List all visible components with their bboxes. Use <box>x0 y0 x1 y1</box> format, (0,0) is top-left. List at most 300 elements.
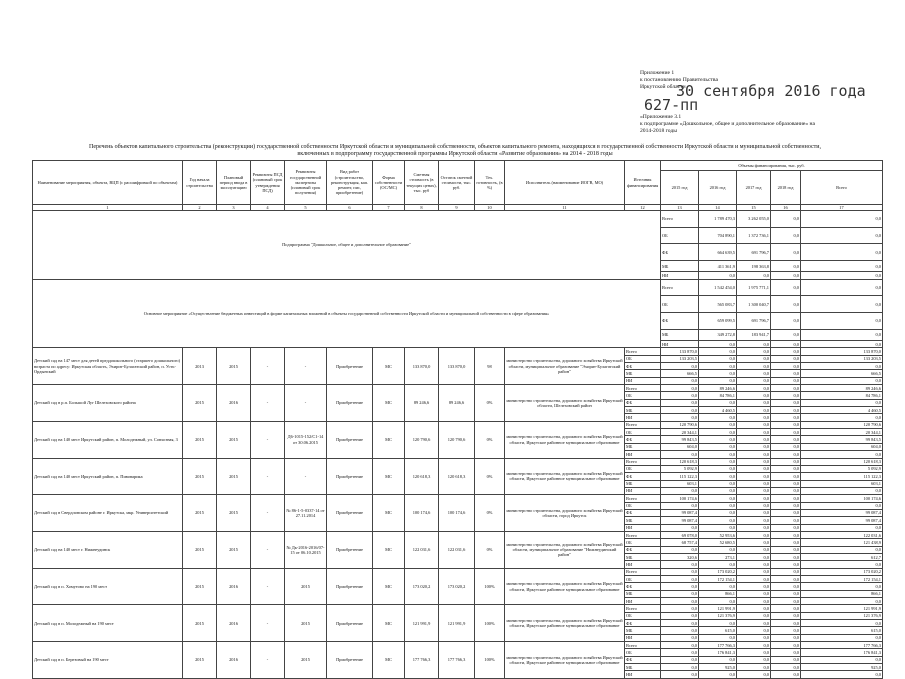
year-value-cell: 0,0 <box>737 392 771 399</box>
year-value-cell: 0,0 <box>771 227 801 244</box>
total-value-cell: 99 087,4 <box>801 517 883 524</box>
year-value-cell: 115 122,3 <box>661 473 699 480</box>
year-value-cell: 0,0 <box>661 487 699 494</box>
year-value-cell: 0,0 <box>699 495 737 502</box>
work-type-cell: Приобретение <box>327 568 373 605</box>
funding-source-cell: НИ <box>625 414 661 421</box>
funding-source-cell: Всего <box>625 568 661 575</box>
readiness-cell: 0% <box>475 458 505 495</box>
year-value-cell: 0,0 <box>737 671 771 678</box>
year-value-cell: 0,0 <box>737 451 771 458</box>
year-value-cell: 0,0 <box>771 392 801 399</box>
funding-source-cell: Всего <box>625 348 661 355</box>
start-year-cell: 2015 <box>183 568 217 605</box>
col-exec-header: Исполнитель (наименование ИОГВ, МО) <box>505 161 625 205</box>
year-value-cell: 0,0 <box>737 443 771 450</box>
start-year-cell: 2015 <box>183 531 217 568</box>
year-value-cell: 603,1 <box>661 480 699 487</box>
region-label: Иркутской области <box>640 84 686 90</box>
subprogram-label: к подпрограмме «Дошкольное, общее и дополнительное образование» на <box>640 121 816 127</box>
work-type-cell: Приобретение <box>327 642 373 679</box>
remaining-cost-cell: 173 020,2 <box>439 568 475 605</box>
year-value-cell: 704 890,1 <box>699 227 737 244</box>
year-value-cell: 1 542 454,0 <box>699 279 737 296</box>
readiness-cell: 0% <box>475 495 505 532</box>
year-value-cell: 604,0 <box>661 443 699 450</box>
year-value-cell: 0,0 <box>771 261 801 272</box>
psd-cell: - <box>251 421 285 458</box>
year-value-cell: 0,0 <box>737 377 771 384</box>
year-value-cell: 0,0 <box>771 385 801 392</box>
readiness-cell: 0% <box>475 421 505 458</box>
year-value-cell: 99 087,4 <box>661 509 699 516</box>
year-value-cell: 0,0 <box>737 649 771 656</box>
table-row <box>33 279 883 296</box>
year-value-cell: 0,0 <box>737 429 771 436</box>
col-rest-header: Остаток сметной стоимости, тыс. руб. <box>439 161 475 205</box>
funding-source-cell: НИ <box>625 487 661 494</box>
ownership-cell: МС <box>373 568 405 605</box>
executor-cell: министерство строительства, дорожного хозяйства Иркутской области, муниципальное образование "Эхирит-Булагатский район" <box>505 348 625 385</box>
table-row <box>33 211 883 228</box>
funding-source-cell: Всего <box>661 279 699 296</box>
year-value-cell: 0,0 <box>699 480 737 487</box>
year-value-cell: 0,0 <box>737 531 771 538</box>
year-value-cell: 0,0 <box>771 421 801 428</box>
year-value-cell: 0,0 <box>699 414 737 421</box>
col-exp-header: Реквизиты государственной экспертизы (плановый срок получения) <box>285 161 327 205</box>
total-value-cell: 0,0 <box>801 363 883 370</box>
year-value-cell: 0,0 <box>737 480 771 487</box>
year-value-cell: 0,0 <box>771 341 801 348</box>
year-value-cell: 0,0 <box>699 656 737 663</box>
object-name-cell: Детский сад в Свердловском районе г. Иркутска, мкр. Университетский <box>33 495 183 532</box>
year-value-cell: 320,6 <box>661 553 699 560</box>
year-value-cell: 99 843,5 <box>661 436 699 443</box>
funding-source-cell: ОБ <box>625 612 661 619</box>
year-value-cell: 0,0 <box>771 649 801 656</box>
funding-source-cell: МБ <box>625 664 661 671</box>
column-number-cell: 16 <box>771 205 801 211</box>
year-value-cell: 0,0 <box>771 313 801 330</box>
appendix-label: Приложение 1 <box>640 70 675 76</box>
estimate-cost-cell: 100 174,6 <box>405 495 439 532</box>
column-number-cell: 17 <box>801 205 883 211</box>
executor-cell: министерство строительства, дорожного хозяйства Иркутской области, Иркутское районное муниципальное образование <box>505 421 625 458</box>
year-value-cell: 0,0 <box>801 329 883 340</box>
decree-label: к постановлению Правительства <box>640 77 718 83</box>
year-value-cell: 0,0 <box>737 341 771 348</box>
executor-cell: министерство строительства, дорожного хозяйства Иркутской области, муниципальное образование "Нижнеудинский район" <box>505 531 625 568</box>
total-value-cell: 115 122,3 <box>801 473 883 480</box>
year-value-cell: 0,0 <box>737 272 771 279</box>
start-year-cell: 2015 <box>183 458 217 495</box>
work-type-cell: Приобретение <box>327 348 373 385</box>
col-start-header: Год начала строительства <box>183 161 217 205</box>
total-value-cell: 120 618,3 <box>801 458 883 465</box>
year-value-cell: 691 796,7 <box>737 313 771 330</box>
year-value-cell: 0,0 <box>737 355 771 362</box>
year-value-cell: 0,0 <box>737 502 771 509</box>
page-title <box>40 144 870 159</box>
estimate-cost-cell: 173 020,2 <box>405 568 439 605</box>
col-year1-header: 2015 год <box>661 171 699 205</box>
funding-source-cell: МБ <box>625 480 661 487</box>
funding-source-cell: ОБ <box>625 392 661 399</box>
year-value-cell: 659 099,5 <box>699 313 737 330</box>
col-total-header: Всего <box>801 171 883 205</box>
year-value-cell: 0,0 <box>737 634 771 641</box>
year-value-cell: 0,0 <box>661 649 699 656</box>
funding-source-cell: ФБ <box>625 546 661 553</box>
funding-source-cell: МБ <box>625 627 661 634</box>
funding-source-cell: Всего <box>625 385 661 392</box>
year-value-cell: 0,0 <box>801 211 883 228</box>
year-value-cell: 0,0 <box>737 385 771 392</box>
year-value-cell: 0,0 <box>771 531 801 538</box>
year-value-cell: 0,0 <box>661 620 699 627</box>
funding-source-cell: МБ <box>625 370 661 377</box>
estimate-cost-cell: 89 246,6 <box>405 385 439 422</box>
ownership-cell: МС <box>373 421 405 458</box>
year-value-cell: 0,0 <box>771 407 801 414</box>
year-value-cell: 0,0 <box>771 399 801 406</box>
total-value-cell: 604,0 <box>801 443 883 450</box>
year-value-cell: 0,0 <box>699 355 737 362</box>
col-source-header: Источник финансирования <box>625 161 661 205</box>
expertise-cell: 2015 <box>285 642 327 679</box>
year-value-cell: 0,0 <box>699 341 737 348</box>
total-value-cell: 172 154,1 <box>801 576 883 583</box>
ownership-cell: МС <box>373 642 405 679</box>
year-value-cell: 0,0 <box>771 370 801 377</box>
expertise-cell: Д6-1015-152/С1-14 от 30.06.2015 <box>285 421 327 458</box>
year-value-cell: 349 272,8 <box>699 329 737 340</box>
year-value-cell: 0,0 <box>771 642 801 649</box>
funding-source-cell: ФБ <box>625 473 661 480</box>
section-label-cell: Подпрограмма "Дошкольное, общее и дополнительное образование" <box>33 211 661 280</box>
column-number-cell: 8 <box>405 205 439 211</box>
funding-source-cell: НИ <box>625 671 661 678</box>
year-value-cell: 0,0 <box>737 539 771 546</box>
total-value-cell: 121 991,9 <box>801 605 883 612</box>
executor-cell: министерство строительства, дорожного хозяйства Иркутской области, Шелеховский район <box>505 385 625 422</box>
year-value-cell: 0,0 <box>661 568 699 575</box>
column-number-cell: 9 <box>439 205 475 211</box>
estimate-cost-cell: 121 991,9 <box>405 605 439 642</box>
objects-table <box>32 160 883 679</box>
year-value-cell: 0,0 <box>699 487 737 494</box>
expertise-cell: 2015 <box>285 605 327 642</box>
year-value-cell: 0,0 <box>771 443 801 450</box>
year-value-cell: 411 361,9 <box>699 261 737 272</box>
year-value-cell: 0,0 <box>699 421 737 428</box>
year-value-cell: 0,0 <box>737 370 771 377</box>
year-value-cell: 0,0 <box>737 399 771 406</box>
total-value-cell: 122 031,6 <box>801 531 883 538</box>
funding-source-cell: ФБ <box>625 620 661 627</box>
readiness-cell: 0% <box>475 531 505 568</box>
object-name-cell: Детский сад в р.п. Большой Луг Шелеховского района <box>33 385 183 422</box>
start-year-cell: 2015 <box>183 642 217 679</box>
year-value-cell: 0,0 <box>771 568 801 575</box>
year-value-cell: 0,0 <box>801 279 883 296</box>
remaining-cost-cell: 121 991,9 <box>439 605 475 642</box>
year-value-cell: 0,0 <box>661 634 699 641</box>
year-value-cell: 0,0 <box>771 279 801 296</box>
ownership-cell: МС <box>373 495 405 532</box>
year-value-cell: 0,0 <box>699 272 737 279</box>
total-value-cell: 133 870,0 <box>801 348 883 355</box>
year-value-cell: 0,0 <box>737 620 771 627</box>
ownership-cell: МС <box>373 458 405 495</box>
year-value-cell: 0,0 <box>699 458 737 465</box>
section-label-cell: Основное мероприятие «Осуществление бюджетных инвестиций в форме капитальных вложений в объекты государственной собственности Иркутской области и муниципальной собственности в сфере образования» <box>33 279 661 348</box>
year-value-cell: 0,0 <box>771 480 801 487</box>
year-value-cell: 0,0 <box>661 671 699 678</box>
year-value-cell: 0,0 <box>661 612 699 619</box>
funding-source-cell: ФБ <box>625 436 661 443</box>
total-value-cell: 0,0 <box>801 546 883 553</box>
funding-source-cell: ОБ <box>625 355 661 362</box>
table-row <box>33 421 883 428</box>
estimate-cost-cell: 120 618,3 <box>405 458 439 495</box>
start-year-cell: 2013 <box>183 348 217 385</box>
year-value-cell: 0,0 <box>801 341 883 348</box>
total-value-cell: 0,0 <box>801 377 883 384</box>
column-number-cell: 5 <box>285 205 327 211</box>
col-year4-header: 2018 год <box>771 171 801 205</box>
estimate-cost-cell: 120 790,6 <box>405 421 439 458</box>
work-type-cell: Приобретение <box>327 385 373 422</box>
table-row <box>33 531 883 538</box>
total-value-cell: 99 087,4 <box>801 509 883 516</box>
start-year-cell: 2015 <box>183 385 217 422</box>
remaining-cost-cell: 120 618,3 <box>439 458 475 495</box>
estimate-cost-cell: 122 031,6 <box>405 531 439 568</box>
year-value-cell: 0,0 <box>699 583 737 590</box>
year-value-cell: 0,0 <box>737 414 771 421</box>
year-value-cell: 0,0 <box>661 414 699 421</box>
year-value-cell: 99 087,4 <box>661 517 699 524</box>
year-value-cell: 0,0 <box>699 377 737 384</box>
end-year-cell: 2015 <box>217 458 251 495</box>
executor-cell: министерство строительства, дорожного хозяйства Иркутской области, Иркутское районное муниципальное образование <box>505 605 625 642</box>
year-value-cell: 565 083,7 <box>699 296 737 313</box>
ownership-cell: МС <box>373 348 405 385</box>
year-value-cell: 0,0 <box>771 583 801 590</box>
year-value-cell: 925,0 <box>699 664 737 671</box>
total-value-cell: 0,0 <box>801 634 883 641</box>
year-value-cell: 0,0 <box>771 272 801 279</box>
year-value-cell: 5 092,9 <box>661 465 699 472</box>
funding-source-cell: ОБ <box>625 429 661 436</box>
funding-source-cell: НИ <box>625 561 661 568</box>
year-value-cell: 177 766,3 <box>699 642 737 649</box>
year-value-cell: 100 174,6 <box>661 495 699 502</box>
work-type-cell: Приобретение <box>327 605 373 642</box>
year-value-cell: 0,0 <box>699 465 737 472</box>
object-name-cell: Детский сад в п. Березовый на 190 мест <box>33 642 183 679</box>
year-value-cell: 0,0 <box>801 227 883 244</box>
year-value-cell: 0,0 <box>771 436 801 443</box>
year-value-cell: 0,0 <box>771 244 801 261</box>
year-value-cell: 198 363,8 <box>737 261 771 272</box>
expertise-cell: - <box>285 385 327 422</box>
expertise-cell: № Дк-2016-2016/07-15 от 06.10.2015 <box>285 531 327 568</box>
year-value-cell: 0,0 <box>661 656 699 663</box>
funding-source-cell: Всего <box>625 605 661 612</box>
total-value-cell: 0,0 <box>801 561 883 568</box>
psd-cell: - <box>251 605 285 642</box>
column-number-cell: 11 <box>505 205 625 211</box>
year-value-cell: 0,0 <box>737 642 771 649</box>
column-number-cell: 4 <box>251 205 285 211</box>
funding-source-cell: МБ <box>625 590 661 597</box>
table-row <box>33 495 883 502</box>
year-value-cell: 133 203,5 <box>661 355 699 362</box>
year-value-cell: 0,0 <box>737 561 771 568</box>
end-year-cell: 2015 <box>217 421 251 458</box>
expertise-cell: - <box>285 348 327 385</box>
total-value-cell: 612,7 <box>801 553 883 560</box>
year-value-cell: 120 618,3 <box>661 458 699 465</box>
total-value-cell: 0,0 <box>801 414 883 421</box>
object-name-cell: Детский сад на 140 мест Иркутский район, п. Пивоварика <box>33 458 183 495</box>
title-line-1: Перечень объектов капитального строительства (реконструкции) государственной собственности Иркутской области и муниципальной собственности, объектов капитального ремонта, находящихся в государственной собственности Иркутской области и муниципальной собственности, <box>88 144 821 150</box>
year-value-cell: 0,0 <box>801 313 883 330</box>
year-value-cell: 0,0 <box>771 590 801 597</box>
funding-source-cell: Всего <box>625 458 661 465</box>
funding-source-cell: ФБ <box>625 399 661 406</box>
year-value-cell: 0,0 <box>699 473 737 480</box>
end-year-cell: 2016 <box>217 568 251 605</box>
funding-source-cell: ФБ <box>625 509 661 516</box>
psd-cell: - <box>251 642 285 679</box>
year-value-cell: 0,0 <box>737 517 771 524</box>
total-value-cell: 0,0 <box>801 656 883 663</box>
year-value-cell: 68 757,4 <box>661 539 699 546</box>
date-stamp: 30 сентября 2016 года <box>676 82 866 100</box>
year-value-cell: 0,0 <box>771 502 801 509</box>
total-value-cell: 0,0 <box>801 598 883 605</box>
funding-source-cell: НИ <box>625 634 661 641</box>
funding-source-cell: ОБ <box>625 502 661 509</box>
column-number-cell: 3 <box>217 205 251 211</box>
year-value-cell: 0,0 <box>737 590 771 597</box>
year-value-cell: 0,0 <box>771 539 801 546</box>
executor-cell: министерство строительства, дорожного хозяйства Иркутской области, Иркутское районное муниципальное образование <box>505 568 625 605</box>
total-value-cell: 0,0 <box>801 451 883 458</box>
total-value-cell: 89 246,6 <box>801 385 883 392</box>
remaining-cost-cell: 120 790,6 <box>439 421 475 458</box>
number-stamp: 627-пп <box>644 96 699 114</box>
year-value-cell: 0,0 <box>737 487 771 494</box>
year-value-cell: 0,0 <box>737 612 771 619</box>
year-value-cell: 0,0 <box>737 363 771 370</box>
year-value-cell: 0,0 <box>661 590 699 597</box>
year-value-cell: 173 020,2 <box>699 568 737 575</box>
table-row <box>33 642 883 649</box>
year-value-cell: 0,0 <box>737 458 771 465</box>
year-value-cell: 0,0 <box>771 620 801 627</box>
funding-source-cell: ОБ <box>625 465 661 472</box>
table-row <box>33 348 883 355</box>
year-value-cell: 0,0 <box>699 598 737 605</box>
year-value-cell: 0,0 <box>737 627 771 634</box>
year-value-cell: 0,0 <box>737 421 771 428</box>
funding-source-cell: Всего <box>625 421 661 428</box>
readiness-cell: 98 <box>475 348 505 385</box>
year-value-cell: 0,0 <box>801 296 883 313</box>
funding-source-cell: Всего <box>625 642 661 649</box>
year-value-cell: 0,0 <box>661 451 699 458</box>
column-number-cell: 12 <box>625 205 661 211</box>
year-value-cell: 0,0 <box>699 524 737 531</box>
year-value-cell: 0,0 <box>737 605 771 612</box>
year-value-cell: 0,0 <box>771 509 801 516</box>
column-number-cell: 2 <box>183 205 217 211</box>
psd-cell: - <box>251 568 285 605</box>
total-value-cell: 5 092,9 <box>801 465 883 472</box>
work-type-cell: Приобретение <box>327 458 373 495</box>
year-value-cell: 89 246,6 <box>699 385 737 392</box>
executor-cell: министерство строительства, дорожного хозяйства Иркутской области, Иркутское районное муниципальное образование <box>505 642 625 679</box>
remaining-cost-cell: 133 870,0 <box>439 348 475 385</box>
year-value-cell: 1 300 040,7 <box>737 296 771 313</box>
remaining-cost-cell: 89 246,6 <box>439 385 475 422</box>
funding-source-cell: ОБ <box>661 227 699 244</box>
year-value-cell: 0,0 <box>771 495 801 502</box>
funding-source-cell: ФБ <box>625 363 661 370</box>
work-type-cell: Приобретение <box>327 531 373 568</box>
year-value-cell: 0,0 <box>737 664 771 671</box>
year-value-cell: 0,0 <box>737 407 771 414</box>
year-value-cell: 0,0 <box>771 553 801 560</box>
total-value-cell: 925,0 <box>801 664 883 671</box>
funding-source-cell: НИ <box>661 341 699 348</box>
year-value-cell: 176 841,3 <box>699 649 737 656</box>
year-value-cell: 0,0 <box>661 598 699 605</box>
year-value-cell: 0,0 <box>737 495 771 502</box>
total-value-cell: 133 203,5 <box>801 355 883 362</box>
end-year-cell: 2015 <box>217 495 251 532</box>
object-name-cell: Детский сад в п. Молодежный на 190 мест <box>33 605 183 642</box>
year-value-cell: 0,0 <box>771 487 801 494</box>
year-value-cell: 0,0 <box>661 399 699 406</box>
year-value-cell: 0,0 <box>737 436 771 443</box>
start-year-cell: 2015 <box>183 605 217 642</box>
readiness-cell: 0% <box>475 385 505 422</box>
object-name-cell: Детский сад на 140 мест г. Нижнеудинск <box>33 531 183 568</box>
executor-cell: министерство строительства, дорожного хозяйства Иркутской области, Иркутское районное муниципальное образование <box>505 458 625 495</box>
total-value-cell: 120 790,6 <box>801 421 883 428</box>
year-value-cell: 0,0 <box>699 671 737 678</box>
year-value-cell: 1 789 470,3 <box>699 211 737 228</box>
year-value-cell: 0,0 <box>771 634 801 641</box>
year-value-cell: 0,0 <box>737 576 771 583</box>
year-value-cell: 0,0 <box>737 656 771 663</box>
year-value-cell: 0,0 <box>661 627 699 634</box>
funding-source-cell: ОБ <box>625 649 661 656</box>
year-value-cell: 0,0 <box>771 414 801 421</box>
funding-source-cell: МБ <box>625 443 661 450</box>
year-value-cell: 0,0 <box>737 509 771 516</box>
year-value-cell: 0,0 <box>771 296 801 313</box>
year-value-cell: 0,0 <box>661 642 699 649</box>
expertise-cell: 2015 <box>285 568 327 605</box>
readiness-cell: 100% <box>475 605 505 642</box>
